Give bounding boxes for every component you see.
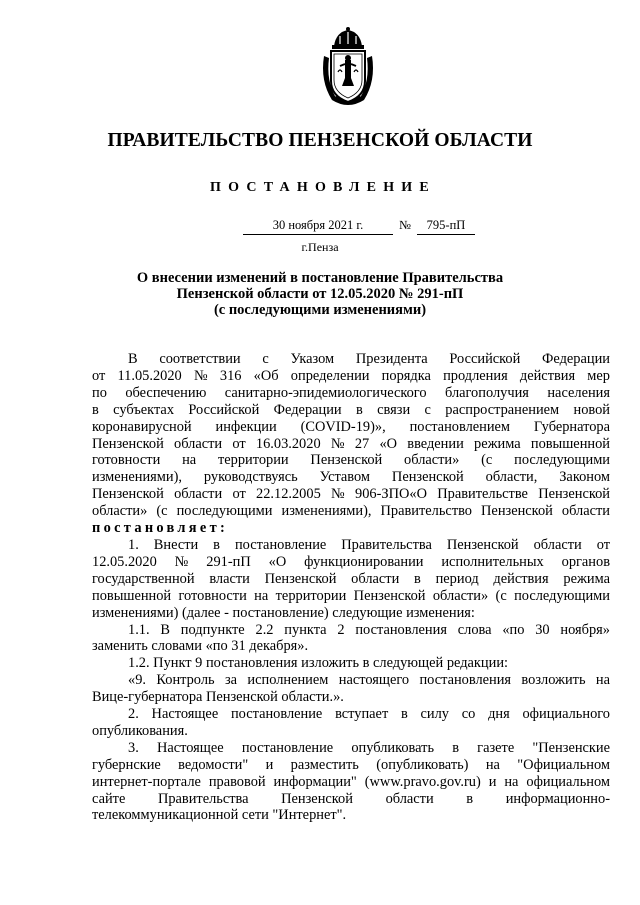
text-line: интернет-портале правовой информации" (www.pravo.gov.ru) и на официальном: [92, 773, 610, 790]
text-line: 1.1. В подпункте 2.2 пункта 2 постановления слова «по 30 ноября»: [128, 621, 610, 638]
text-line: 12.05.2020 № 291-пП «О функционировании исполнительных органов: [92, 553, 610, 570]
item-3-paragraph: [92, 740, 610, 825]
city: г.Пенза: [301, 240, 339, 254]
item-2-paragraph: [92, 706, 610, 740]
text-line: государственной власти Пензенской области в период действия режима: [92, 570, 610, 587]
text-line: губернские ведомости" и разместить (опубликовать) на "Официальном: [92, 756, 610, 773]
document-subject: [110, 270, 530, 318]
text-line: в субъектах Российской Федерации в связи с распространением новой: [92, 401, 610, 418]
item-1-1-paragraph: [92, 622, 610, 656]
resolves-word: постановляет:: [92, 520, 229, 537]
number-label: №: [399, 218, 411, 232]
text-line: изменениями) (далее - постановление) следующие изменения:: [92, 604, 475, 621]
text-line: Вице-губернатора Пензенской области.».: [92, 689, 344, 706]
document-date: 30 ноября 2021 г.: [243, 218, 393, 235]
text-line: области» (с последующими изменениями), Правительство Пензенской области: [92, 503, 610, 520]
preamble-paragraph: [92, 351, 610, 537]
text-line: 1.2. Пункт 9 постановления изложить в следующей редакции:: [128, 655, 509, 672]
text-line: Пензенской области от 16.03.2020 № 27 «О введении режима повышенной: [92, 435, 610, 452]
item-1-2-paragraph: [92, 655, 610, 672]
text-line: 1. Внести в постановление Правительства Пензенской области от: [128, 536, 610, 553]
text-line: повышенной готовности на территории Пензенской области» (с последующими: [92, 587, 610, 604]
text-line: 3. Настоящее постановление опубликовать в газете "Пензенские: [128, 739, 610, 756]
subject-line: Пензенской области от 12.05.2020 № 291-пП: [176, 286, 464, 302]
item-1-paragraph: [92, 537, 610, 622]
text-line: 2. Настоящее постановление вступает в силу со дня официального: [128, 706, 610, 723]
text-line: по обеспечению санитарно-эпидемиологического благополучия населения: [92, 384, 610, 401]
text-line: «9. Контроль за исполнением настоящего постановления возложить на: [128, 672, 610, 689]
text-line: готовности на территории Пензенской области» (с последующими: [92, 452, 610, 469]
document-number: 795-пП: [417, 218, 475, 235]
text-line: коронавирусной инфекции (COVID-19)», постановлением Губернатора: [92, 418, 610, 435]
text-line: от 11.05.2020 № 316 «Об определении порядка продления действия мер: [92, 367, 610, 384]
subject-line: О внесении изменений в постановление Правительства: [136, 270, 504, 286]
coat-of-arms-icon: [318, 26, 378, 108]
text-line: опубликования.: [92, 722, 188, 739]
quote-paragraph: [92, 672, 610, 706]
document-body: [92, 351, 610, 824]
text-line: В соответствии с Указом Президента Российской Федерации: [128, 351, 610, 367]
text-line: Пензенской области от 22.12.2005 № 906-ЗПО«О Правительстве Пензенской: [92, 486, 610, 503]
document-type: ПОСТАНОВЛЕНИЕ: [210, 180, 436, 195]
subject-line: (с последующими изменениями): [213, 302, 427, 318]
government-title: ПРАВИТЕЛЬСТВО ПЕНЗЕНСКОЙ ОБЛАСТИ: [107, 130, 533, 151]
text-line: сайте Правительства Пензенской области в информационно-: [92, 790, 610, 807]
text-line: заменить словами «по 31 декабря».: [92, 638, 309, 655]
text-line: телекоммуникационной сети "Интернет".: [92, 807, 347, 824]
text-line: изменениями), руководствуясь Уставом Пензенской области, Законом: [92, 469, 610, 486]
